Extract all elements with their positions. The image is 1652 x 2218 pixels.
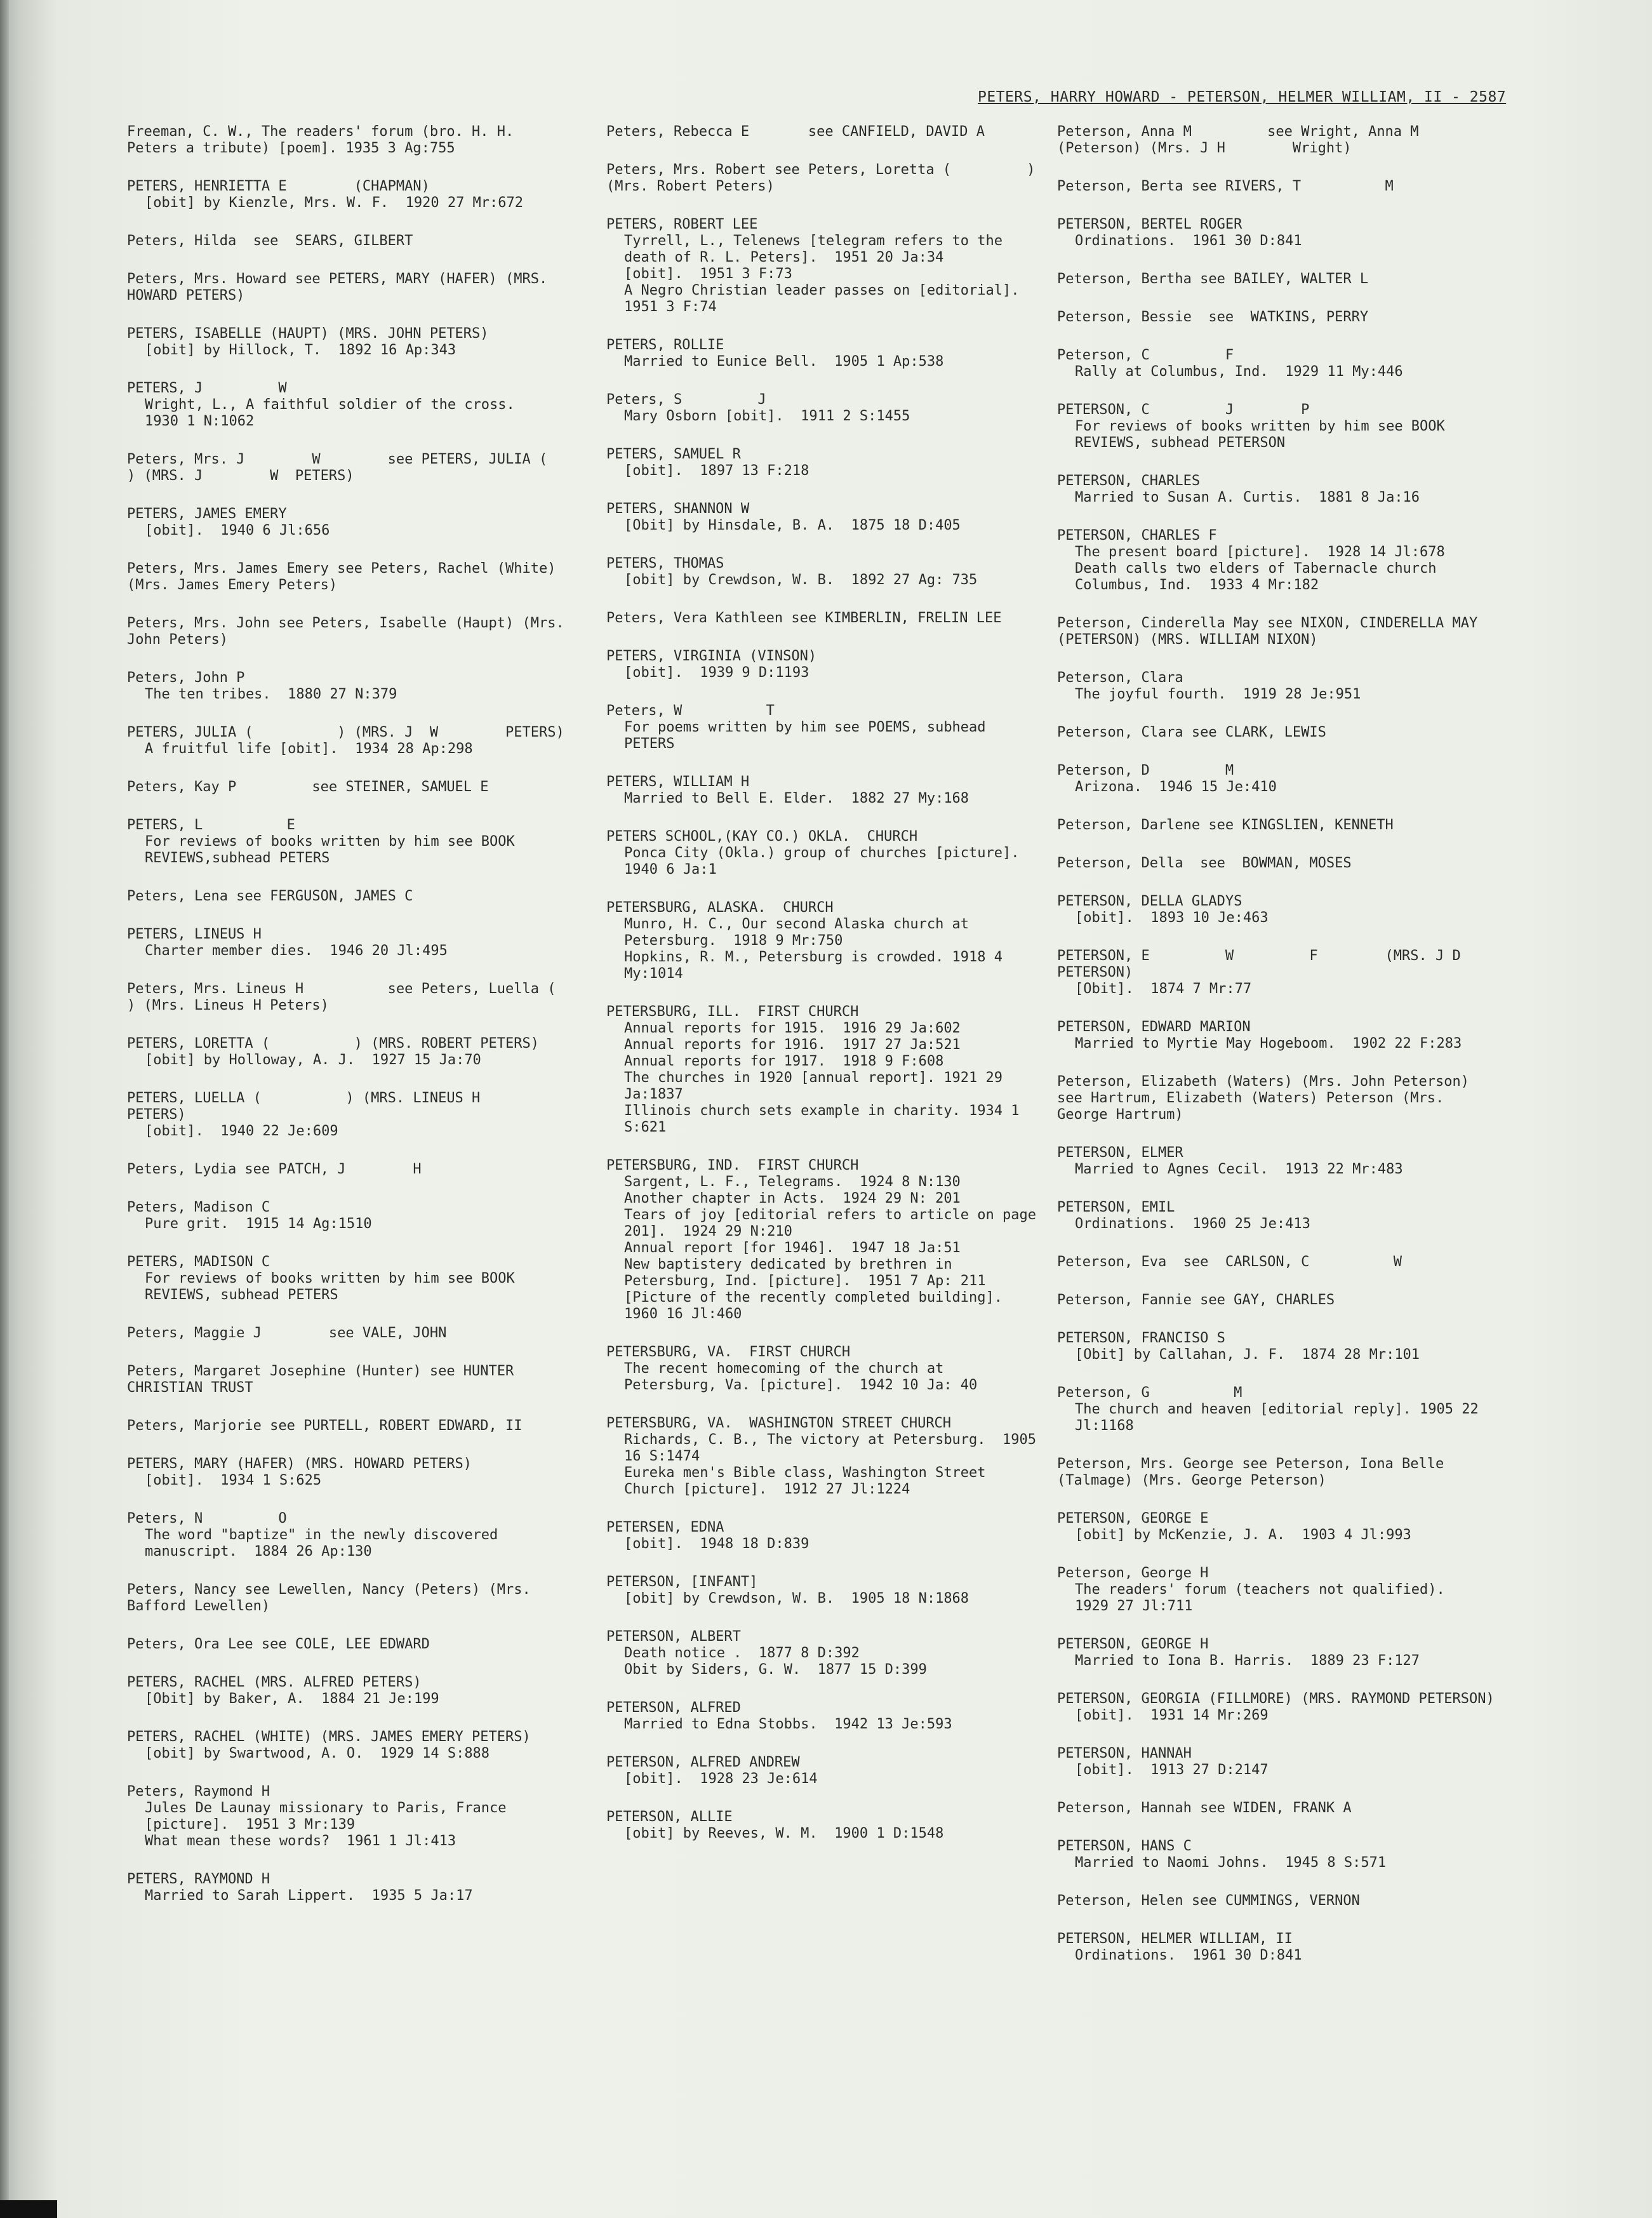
index-entry xyxy=(127,670,565,703)
index-entry xyxy=(127,178,565,211)
index-entry xyxy=(1057,217,1495,250)
entry-heading: PETERS, RAYMOND H xyxy=(127,1871,270,1887)
entry-citation: [obit]. 1928 23 Je:614 xyxy=(624,1771,818,1787)
index-entry xyxy=(127,1199,565,1233)
index-entry xyxy=(127,725,565,758)
entry-citation: Married to Sarah Lippert. 1935 5 Ja:17 xyxy=(145,1888,473,1904)
index-entry xyxy=(1057,1456,1495,1489)
entry-heading: PETERS, J W xyxy=(127,380,287,396)
entry-heading: PETERSON, GEORGIA (FILLMORE) (MRS. RAYMOND PETERSON) xyxy=(1057,1691,1495,1707)
entry-citation: Annual report [for 1946]. 1947 18 Ja:51 xyxy=(624,1240,961,1256)
entry-heading: PETERS, ROBERT LEE xyxy=(606,217,758,232)
entry-citation: Ponca City (Okla.) group of churches [picture]. 1940 6 Ja:1 xyxy=(624,845,1037,878)
entry-heading: PETERS, VIRGINIA (VINSON) xyxy=(606,648,817,664)
entry-citation: Annual reports for 1915. 1916 29 Ja:602 xyxy=(624,1020,961,1036)
index-entry xyxy=(127,1036,565,1069)
entry-citation: [Obit] by Hinsdale, B. A. 1875 18 D:405 xyxy=(624,518,961,533)
entry-heading: Peters, Maggie J see VALE, JOHN xyxy=(127,1325,447,1341)
index-entry xyxy=(1057,670,1495,703)
entry-citation: [obit] by Crewdson, W. B. 1892 27 Ag: 735 xyxy=(624,572,978,588)
index-entry xyxy=(127,1636,565,1653)
entry-heading: Peters, Mrs. Howard see PETERS, MARY (HAFER) (MRS. HOWARD PETERS) xyxy=(127,271,556,304)
index-entry xyxy=(127,1511,565,1560)
entry-heading: PETERS, ROLLIE xyxy=(606,337,724,353)
entry-heading: Peters, S J xyxy=(606,392,766,408)
index-entry xyxy=(606,648,1044,681)
index-entry xyxy=(127,1784,565,1850)
index-entry xyxy=(1057,1931,1495,1964)
entry-citation: [obit]. 1934 1 S:625 xyxy=(145,1473,322,1488)
index-entry xyxy=(127,1674,565,1707)
index-entry xyxy=(1057,1145,1495,1178)
entry-heading: Peters, Mrs. J W see PETERS, JULIA ( ) (MRS. J W PETERS) xyxy=(127,451,623,484)
entry-citation: Married to Agnes Cecil. 1913 22 Mr:483 xyxy=(1075,1161,1403,1177)
index-entry xyxy=(127,380,565,430)
index-entry xyxy=(127,926,565,959)
index-entry xyxy=(127,817,565,867)
index-entry xyxy=(127,1456,565,1489)
entry-citation: The joyful fourth. 1919 28 Je:951 xyxy=(1075,686,1361,702)
index-entry xyxy=(127,888,565,905)
entry-heading: Peterson, Clara see CLARK, LEWIS xyxy=(1057,725,1326,740)
entry-citation: Obit by Siders, G. W. 1877 15 D:399 xyxy=(624,1662,927,1678)
entry-citation: [obit]. 1940 22 Je:609 xyxy=(145,1123,338,1139)
entry-heading: Peters, Hilda see SEARS, GILBERT xyxy=(127,233,413,249)
entry-heading: PETERSON, ALFRED xyxy=(606,1700,741,1716)
index-entry xyxy=(127,1254,565,1304)
index-entry xyxy=(1057,271,1495,288)
index-entry xyxy=(606,703,1044,752)
entry-citation: Married to Edna Stobbs. 1942 13 Je:593 xyxy=(624,1716,952,1732)
index-entry xyxy=(1057,1330,1495,1363)
index-entry xyxy=(127,124,565,157)
entry-heading: Peters, Marjorie see PURTELL, ROBERT EDWARD, II xyxy=(127,1418,523,1434)
index-entry xyxy=(1057,615,1495,648)
index-entry xyxy=(1057,1074,1495,1123)
entry-heading: Peterson, D M xyxy=(1057,763,1234,778)
entry-citation: Ordinations. 1961 30 D:841 xyxy=(1075,233,1302,249)
index-entry xyxy=(606,556,1044,589)
entry-citation: Tears of joy [editorial refers to article on page 201]. 1924 29 N:210 xyxy=(624,1207,1045,1239)
index-entry xyxy=(1057,1893,1495,1909)
entry-citation: Illinois church sets example in charity. 1934 1 S:621 xyxy=(624,1103,1028,1135)
index-entry xyxy=(1057,1511,1495,1544)
index-column-3 xyxy=(1057,124,1536,1986)
entry-citation: Arizona. 1946 15 Je:410 xyxy=(1075,779,1277,795)
index-entry xyxy=(606,1809,1044,1842)
entry-heading: PETERSON, CHARLES xyxy=(1057,473,1201,489)
entry-heading: PETERSON, HANS C xyxy=(1057,1838,1192,1854)
index-entry xyxy=(127,326,565,359)
index-entry xyxy=(1057,402,1495,451)
entry-citation: Wright, L., A faithful soldier of the cross. 1930 1 N:1062 xyxy=(145,397,532,429)
entry-citation: [Obit] by Baker, A. 1884 21 Je:199 xyxy=(145,1691,439,1707)
index-entry xyxy=(606,1754,1044,1787)
entry-heading: Peters, Mrs. James Emery see Peters, Rachel (White) (Mrs. James Emery Peters) xyxy=(127,561,564,593)
entry-citation: [obit]. 1913 27 D:2147 xyxy=(1075,1762,1269,1778)
index-entry xyxy=(127,271,565,304)
index-entry xyxy=(1057,1691,1495,1724)
entry-heading: PETERSON, [INFANT] xyxy=(606,1574,758,1590)
entry-heading: PETERS, SHANNON W xyxy=(606,501,750,517)
entry-citation: Charter member dies. 1946 20 Jl:495 xyxy=(145,943,448,959)
entry-heading: PETERS, HENRIETTA E (CHAPMAN) xyxy=(127,178,430,194)
entry-citation: Married to Naomi Johns. 1945 8 S:571 xyxy=(1075,1855,1387,1871)
entry-citation: The recent homecoming of the church at Petersburg, Va. [picture]. 1942 10 Ja: 40 xyxy=(624,1361,978,1393)
entry-heading: Freeman, C. W., The readers' forum (bro. H. H. Peters a tribute) [poem]. 1935 3 Ag:755 xyxy=(127,124,523,156)
entry-heading: Peters, Madison C xyxy=(127,1199,270,1215)
index-entry xyxy=(1057,948,1536,998)
entry-citation: [obit] by Crewdson, W. B. 1905 18 N:1868 xyxy=(624,1591,969,1607)
entry-citation: [obit] by McKenzie, J. A. 1903 4 Jl:993 xyxy=(1075,1527,1411,1543)
index-entry xyxy=(1057,178,1495,195)
entry-heading: Peterson, C F xyxy=(1057,347,1234,363)
entry-heading: PETERSON, C J P xyxy=(1057,402,1310,418)
index-entry xyxy=(127,1582,565,1615)
entry-heading: PETERSBURG, ALASKA. CHURCH xyxy=(606,900,834,916)
entry-citation: [obit]. 1893 10 Je:463 xyxy=(1075,910,1269,926)
page-corner-mark xyxy=(0,2200,57,2218)
entry-heading: PETERS, L E xyxy=(127,817,295,833)
entry-heading: Peterson, Helen see CUMMINGS, VERNON xyxy=(1057,1893,1360,1909)
index-entry xyxy=(606,501,1044,534)
entry-heading: Peterson, Mrs. George see Peterson, Iona Belle (Talmage) (Mrs. George Peterson) xyxy=(1057,1456,1453,1488)
entry-heading: PETERSON, EMIL xyxy=(1057,1199,1175,1215)
entry-heading: Peters, Raymond H xyxy=(127,1784,270,1800)
index-entry xyxy=(606,1415,1044,1498)
index-entry xyxy=(606,1574,1044,1607)
entry-heading: PETERS, LUELLA ( ) (MRS. LINEUS H PETERS) xyxy=(127,1090,548,1123)
entry-citation: [obit]. 1931 14 Mr:269 xyxy=(1075,1707,1269,1723)
entry-citation: A fruitful life [obit]. 1934 28 Ap:298 xyxy=(145,741,473,757)
index-entry xyxy=(1057,347,1495,380)
index-entry xyxy=(606,829,1044,878)
entry-citation: Tyrrell, L., Telenews [telegram refers to the death of R. L. Peters]. 1951 20 Ja:34 xyxy=(624,233,1011,265)
entry-heading: Peterson, Cinderella May see NIXON, CINDERELLA MAY (PETERSON) (MRS. WILLIAM NIXON) xyxy=(1057,615,1486,648)
entry-citation: [obit] by Swartwood, A. O. 1929 14 S:888 xyxy=(145,1746,490,1761)
entry-citation: [obit] by Reeves, W. M. 1900 1 D:1548 xyxy=(624,1826,944,1841)
entry-heading: Peters, Lydia see PATCH, J H xyxy=(127,1161,422,1177)
entry-citation: The word "baptize" in the newly discovered manuscript. 1884 26 Ap:130 xyxy=(145,1527,507,1560)
entry-heading: Peters, W T xyxy=(606,703,775,719)
entry-citation: Another chapter in Acts. 1924 29 N: 201 xyxy=(624,1191,961,1206)
index-entry xyxy=(127,779,565,796)
index-entry xyxy=(1057,855,1495,872)
entry-heading: PETERSBURG, VA. FIRST CHURCH xyxy=(606,1344,851,1360)
entry-heading: PETERSBURG, ILL. FIRST CHURCH xyxy=(606,1004,859,1020)
entry-heading: PETERSON, HANNAH xyxy=(1057,1746,1192,1761)
entry-heading: Peters, Lena see FERGUSON, JAMES C xyxy=(127,888,413,904)
entry-heading: PETERS, SAMUEL R xyxy=(606,446,741,462)
index-entry xyxy=(1057,124,1495,157)
entry-heading: PETERSON, FRANCISO S xyxy=(1057,1330,1225,1346)
entry-citation: The church and heaven [editorial reply]. 1905 22 Jl:1168 xyxy=(1075,1401,1488,1434)
index-entry xyxy=(606,774,1044,807)
entry-heading: Peterson, George H xyxy=(1057,1565,1209,1581)
entry-heading: PETERS, WILLIAM H xyxy=(606,774,750,790)
entry-citation: [obit] by Kienzle, Mrs. W. F. 1920 27 Mr:672 xyxy=(145,195,524,211)
index-entry xyxy=(606,1629,1044,1678)
index-entry xyxy=(127,1871,565,1904)
index-entry xyxy=(606,337,1044,370)
entry-heading: Peterson, Fannie see GAY, CHARLES xyxy=(1057,1292,1335,1308)
index-entry xyxy=(127,1325,565,1342)
index-entry xyxy=(127,1729,565,1762)
index-entry xyxy=(127,981,632,1014)
entry-heading: PETERSON, HELMER WILLIAM, II xyxy=(1057,1931,1293,1947)
index-column-1 xyxy=(127,124,632,1926)
entry-citation: [obit]. 1939 9 D:1193 xyxy=(624,665,809,681)
index-entry xyxy=(1057,1019,1495,1052)
entry-heading: PETERS, LORETTA ( ) (MRS. ROBERT PETERS) xyxy=(127,1036,540,1052)
entry-citation: Jules De Launay missionary to Paris, France [picture]. 1951 3 Mr:139 xyxy=(145,1800,515,1833)
index-entry xyxy=(1057,1838,1495,1871)
entry-heading: Peters, Rebecca E see CANFIELD, DAVID A xyxy=(606,124,985,140)
entry-citation: For poems written by him see POEMS, subhead PETERS xyxy=(624,719,994,752)
entry-heading: PETERSBURG, IND. FIRST CHURCH xyxy=(606,1158,859,1173)
index-entry xyxy=(1057,528,1495,594)
entry-citation: Rally at Columbus, Ind. 1929 11 My:446 xyxy=(1075,364,1403,380)
entry-citation: For reviews of books written by him see BOOK REVIEWS, subhead PETERS xyxy=(145,1271,524,1303)
entry-citation: [obit]. 1940 6 Jl:656 xyxy=(145,523,330,538)
entry-citation: Death notice . 1877 8 D:392 xyxy=(624,1645,860,1661)
entry-heading: Peterson, Hannah see WIDEN, FRANK A xyxy=(1057,1800,1352,1816)
entry-heading: PETERSON, ELMER xyxy=(1057,1145,1183,1161)
entry-heading: PETERSON, ALLIE xyxy=(606,1809,733,1825)
index-entry xyxy=(1057,1636,1495,1669)
index-entry xyxy=(127,615,573,648)
entry-heading: Peters, Margaret Josephine (Hunter) see HUNTER CHRISTIAN TRUST xyxy=(127,1363,523,1396)
entry-citation: [obit]. 1951 3 F:73 xyxy=(624,266,792,282)
entry-citation: [Obit]. 1874 7 Mr:77 xyxy=(1075,981,1252,997)
index-entry xyxy=(127,451,623,484)
running-header: PETERS, HARRY HOWARD - PETERSON, HELMER WILLIAM, II - 2587 xyxy=(978,89,1507,105)
index-entry xyxy=(127,561,565,594)
entry-heading: PETERS, JAMES EMERY xyxy=(127,506,287,522)
entry-citation: Annual reports for 1916. 1917 27 Ja:521 xyxy=(624,1037,961,1053)
entry-heading: PETERS, ISABELLE (HAUPT) (MRS. JOHN PETERS) xyxy=(127,326,489,342)
entry-citation: Hopkins, R. M., Petersburg is crowded. 1918 4 My:1014 xyxy=(624,949,1011,982)
entry-citation: Married to Bell E. Elder. 1882 27 My:168 xyxy=(624,791,969,806)
index-entry xyxy=(606,1344,1044,1394)
entry-heading: Peterson, Elizabeth (Waters) (Mrs. John Peterson) see Hartrum, Elizabeth (Waters) Peterson (Mrs. George Hartrum) xyxy=(1057,1074,1478,1123)
entry-heading: PETERSON, DELLA GLADYS xyxy=(1057,893,1242,909)
entry-citation: [obit] by Hillock, T. 1892 16 Ap:343 xyxy=(145,342,456,358)
entry-heading: Peters, John P xyxy=(127,670,245,686)
entry-citation: [Obit] by Callahan, J. F. 1874 28 Mr:101 xyxy=(1075,1347,1420,1363)
entry-citation: The churches in 1920 [annual report]. 1921 29 Ja:1837 xyxy=(624,1070,1011,1102)
entry-heading: Peters, Vera Kathleen see KIMBERLIN, FRELIN LEE xyxy=(606,610,1002,626)
index-entry xyxy=(606,610,1044,627)
entry-heading: PETERS, JULIA ( ) (MRS. J W PETERS) xyxy=(127,725,564,740)
index-entry xyxy=(606,446,1044,479)
entry-heading: PETERSON, GEORGE H xyxy=(1057,1636,1209,1652)
index-entry xyxy=(1057,1746,1495,1779)
entry-citation: What mean these words? 1961 1 Jl:413 xyxy=(145,1833,456,1849)
entry-heading: Peterson, Bessie see WATKINS, PERRY xyxy=(1057,309,1369,325)
entry-heading: Peterson, Della see BOWMAN, MOSES xyxy=(1057,855,1352,871)
entry-heading: PETERS, RACHEL (WHITE) (MRS. JAMES EMERY PETERS) xyxy=(127,1729,531,1745)
entry-heading: Peters, N O xyxy=(127,1511,287,1527)
entry-citation: Ordinations. 1961 30 D:841 xyxy=(1075,1947,1302,1963)
entry-heading: Peterson, Clara xyxy=(1057,670,1183,686)
entry-citation: Annual reports for 1917. 1918 9 F:608 xyxy=(624,1053,944,1069)
index-entry xyxy=(1057,309,1495,326)
index-entry xyxy=(1057,1565,1495,1615)
entry-citation: Married to Myrtie May Hogeboom. 1902 22 F:283 xyxy=(1075,1036,1462,1052)
entry-citation: Ordinations. 1960 25 Je:413 xyxy=(1075,1216,1310,1232)
entry-heading: PETERSON, CHARLES F xyxy=(1057,528,1217,544)
entry-citation: Mary Osborn [obit]. 1911 2 S:1455 xyxy=(624,408,910,424)
index-entry xyxy=(127,1363,565,1396)
index-entry xyxy=(1057,1292,1495,1309)
index-entry xyxy=(1057,763,1495,796)
entry-citation: The present board [picture]. 1928 14 Jl:678 xyxy=(1075,544,1445,560)
entry-heading: PETERSON, ALFRED ANDREW xyxy=(606,1754,800,1770)
entry-heading: Peters, Mrs. Lineus H see Peters, Luella ( ) (Mrs. Lineus H Peters) xyxy=(127,981,632,1013)
entry-heading: Peters, Nancy see Lewellen, Nancy (Peters) (Mrs. Bafford Lewellen) xyxy=(127,1582,540,1614)
entry-heading: Peterson, Darlene see KINGSLIEN, KENNETH xyxy=(1057,817,1394,833)
entry-heading: Peterson, Eva see CARLSON, C W xyxy=(1057,1254,1402,1270)
entry-citation: A Negro Christian leader passes on [editorial]. 1951 3 F:74 xyxy=(624,283,1037,315)
entry-heading: Peters, Mrs. John see Peters, Isabelle (Haupt) (Mrs. John Peters) xyxy=(127,615,573,648)
entry-heading: PETERSON, BERTEL ROGER xyxy=(1057,217,1242,232)
index-entry xyxy=(127,1418,565,1434)
entry-citation: Married to Iona B. Harris. 1889 23 F:127 xyxy=(1075,1653,1420,1669)
entry-citation: For reviews of books written by him see BOOK REVIEWS,subhead PETERS xyxy=(145,834,524,866)
entry-heading: PETERSEN, EDNA xyxy=(606,1520,724,1535)
entry-heading: PETERS, RACHEL (MRS. ALFRED PETERS) xyxy=(127,1674,422,1690)
index-entry xyxy=(1057,817,1495,834)
entry-heading: PETERSON, GEORGE E xyxy=(1057,1511,1209,1527)
entry-heading: Peterson, G M xyxy=(1057,1385,1242,1401)
entry-heading: PETERS, LINEUS H xyxy=(127,926,262,942)
index-entry xyxy=(1057,1385,1495,1434)
entry-citation: Sargent, L. F., Telegrams. 1924 8 N:130 xyxy=(624,1174,961,1190)
entry-heading: Peterson, Bertha see BAILEY, WALTER L xyxy=(1057,271,1369,287)
entry-citation: Munro, H. C., Our second Alaska church at Petersburg. 1918 9 Mr:750 xyxy=(624,916,978,949)
entry-citation: Richards, C. B., The victory at Petersburg. 1905 16 S:1474 xyxy=(624,1432,1045,1464)
entry-heading: PETERS SCHOOL,(KAY CO.) OKLA. CHURCH xyxy=(606,829,918,845)
index-entry xyxy=(606,1700,1044,1733)
entry-citation: For reviews of books written by him see BOOK REVIEWS, subhead PETERSON xyxy=(1075,418,1454,451)
entry-citation: Pure grit. 1915 14 Ag:1510 xyxy=(145,1216,372,1232)
index-entry xyxy=(606,1520,1044,1553)
index-entry xyxy=(606,1158,1044,1323)
entry-heading: PETERS, THOMAS xyxy=(606,556,724,571)
index-entry xyxy=(606,217,1044,316)
entry-citation: [obit] by Holloway, A. J. 1927 15 Ja:70 xyxy=(145,1052,481,1068)
index-entry xyxy=(1057,1800,1495,1817)
entry-citation: New baptistery dedicated by brethren in Petersburg, Ind. [picture]. 1951 7 Ap: 211 xyxy=(624,1257,986,1289)
entry-heading: PETERS, MADISON C xyxy=(127,1254,270,1270)
entry-citation: Eureka men's Bible class, Washington Street Church [picture]. 1912 27 Jl:1224 xyxy=(624,1465,994,1497)
entry-citation: [Picture of the recently completed building]. 1960 16 Jl:460 xyxy=(624,1290,1020,1322)
index-entry xyxy=(1057,893,1495,926)
index-entry xyxy=(1057,725,1495,741)
entry-heading: Peters, Kay P see STEINER, SAMUEL E xyxy=(127,779,489,795)
entry-heading: PETERSON, EDWARD MARION xyxy=(1057,1019,1251,1035)
index-entry xyxy=(606,900,1044,982)
index-entry xyxy=(606,1004,1044,1136)
index-entry xyxy=(127,1161,565,1178)
index-entry xyxy=(1057,1199,1495,1233)
entry-citation: The ten tribes. 1880 27 N:379 xyxy=(145,686,397,702)
index-column-2 xyxy=(606,124,1044,1864)
entry-citation: Death calls two elders of Tabernacle church Columbus, Ind. 1933 4 Mr:182 xyxy=(1075,561,1445,593)
index-entry xyxy=(1057,473,1495,506)
page-binding-edge xyxy=(0,0,9,2218)
entry-citation: [obit]. 1948 18 D:839 xyxy=(624,1536,809,1552)
index-entry xyxy=(606,162,1044,195)
entry-heading: PETERSBURG, VA. WASHINGTON STREET CHURCH xyxy=(606,1415,952,1431)
index-entry xyxy=(127,506,565,539)
index-entry xyxy=(1057,1254,1495,1271)
entry-heading: Peters, Mrs. Robert see Peters, Loretta ( ) (Mrs. Robert Peters) xyxy=(606,162,1044,194)
entry-heading: Peterson, Berta see RIVERS, T M xyxy=(1057,178,1394,194)
entry-citation: Married to Susan A. Curtis. 1881 8 Ja:16 xyxy=(1075,490,1420,505)
entry-heading: PETERS, MARY (HAFER) (MRS. HOWARD PETERS) xyxy=(127,1456,472,1472)
entry-heading: PETERSON, ALBERT xyxy=(606,1629,741,1645)
index-entry xyxy=(606,392,1044,425)
entry-heading: Peterson, Anna M see Wright, Anna M (Peterson) (Mrs. J H Wright) xyxy=(1057,124,1486,156)
entry-citation: The readers' forum (teachers not qualified). 1929 27 Jl:711 xyxy=(1075,1582,1462,1614)
index-entry xyxy=(606,124,1044,140)
entry-citation: Married to Eunice Bell. 1905 1 Ap:538 xyxy=(624,354,944,370)
index-entry xyxy=(127,233,565,250)
entry-heading: PETERSON, E W F (MRS. J D PETERSON) xyxy=(1057,948,1536,980)
index-entry xyxy=(127,1090,565,1140)
entry-citation: [obit]. 1897 13 F:218 xyxy=(624,463,809,479)
entry-heading: Peters, Ora Lee see COLE, LEE EDWARD xyxy=(127,1636,430,1652)
